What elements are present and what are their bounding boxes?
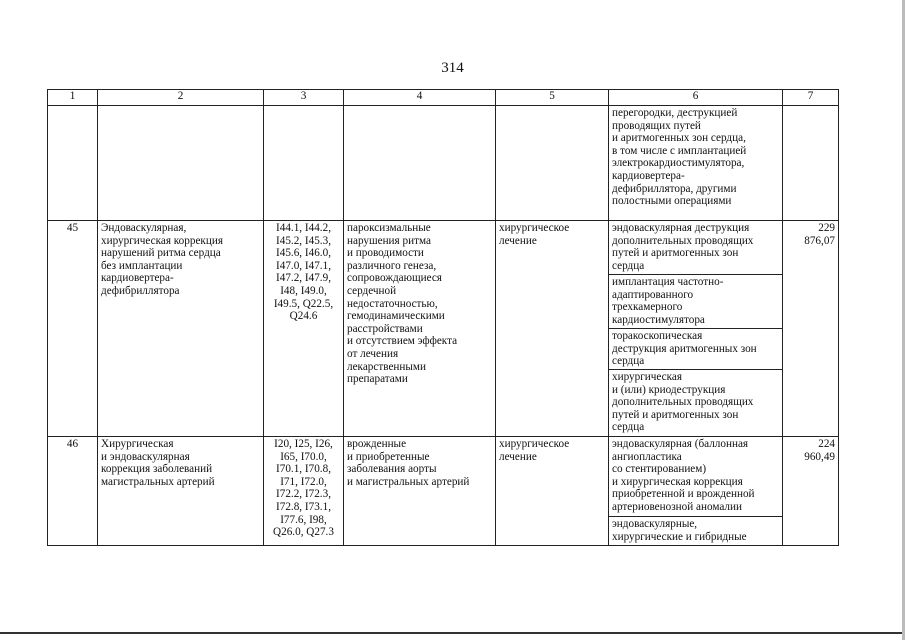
method-cell: перегородки, деструкцией проводящих путей и аритмогенных зон сердца, в том числе с имплантацией электрокардиостимулятора, кардиовертера- дефибриллятора, другими полостными операциями [609, 106, 783, 221]
table-header-row [48, 90, 839, 106]
header-cell: 4 [344, 90, 496, 106]
medical-care-table [47, 89, 839, 546]
header-cell: 2 [98, 90, 264, 106]
method-cell: имплантация частотно- адаптированного трехкамерного кардиостимулятора [609, 275, 783, 329]
table-row-continuation [48, 106, 839, 221]
treatment-type: хирургическое лечение [496, 221, 609, 437]
row-number: 46 [48, 437, 98, 546]
icd-codes: I44.1, I44.2, I45.2, I45.3, I45.6, I46.0, I47.0, I47.1, I47.2, I47.9, I48, I49.0, I49.5, Q22.5, Q24.6 [264, 221, 344, 437]
header-cell: 1 [48, 90, 98, 106]
header-cell: 7 [783, 90, 839, 106]
patient-model: врожденные и приобретенные заболевания аорты и магистральных артерий [344, 437, 496, 546]
icd-codes: I20, I25, I26, I65, I70.0, I70.1, I70.8, I71, I72.0, I72.2, I72.3, I72.8, I73.1, I77.6, I98, Q26.0, Q27.3 [264, 437, 344, 546]
care-type-name: Эндоваскулярная, хирургическая коррекция нарушений ритма сердца без имплантации кардиовертера- дефибриллятора [98, 221, 264, 437]
method-cell: эндоваскулярные, хирургические и гибридные [609, 517, 783, 546]
header-cell: 6 [609, 90, 783, 106]
empty-cell [98, 106, 264, 221]
method-cell: торакоскопическая деструкция аритмогенных зон сердца [609, 329, 783, 370]
empty-cell [48, 106, 98, 221]
cost-value: 224 960,49 [783, 437, 839, 546]
header-cell: 5 [496, 90, 609, 106]
method-cell: эндоваскулярная деструкция дополнительных проводящих путей и аритмогенных зон сердца [609, 221, 783, 275]
empty-cell [783, 106, 839, 221]
scan-bottom-edge [0, 632, 905, 634]
patient-model: пароксизмальные нарушения ритма и проводимости различного генеза, сопровождающиеся сердечной недостаточностью, гемодинамическими расстройствами и отсутствием эффекта от лечения лекарственными препаратами [344, 221, 496, 437]
table-row-46 [48, 437, 839, 517]
table-row-45 [48, 221, 839, 275]
empty-cell [496, 106, 609, 221]
cost-value: 229 876,07 [783, 221, 839, 437]
empty-cell [344, 106, 496, 221]
treatment-type: хирургическое лечение [496, 437, 609, 546]
care-type-name: Хирургическая и эндоваскулярная коррекция заболеваний магистральных артерий [98, 437, 264, 546]
page-number: 314 [441, 60, 464, 76]
method-cell: эндоваскулярная (баллонная ангиопластика со стентированием) и хирургическая коррекция приобретенной и врожденной артериовенозной аномалии [609, 437, 783, 517]
empty-cell [264, 106, 344, 221]
row-number: 45 [48, 221, 98, 437]
header-cell: 3 [264, 90, 344, 106]
method-cell: хирургическая и (или) криодеструкция дополнительных проводящих путей и аритмогенных зон сердца [609, 370, 783, 437]
